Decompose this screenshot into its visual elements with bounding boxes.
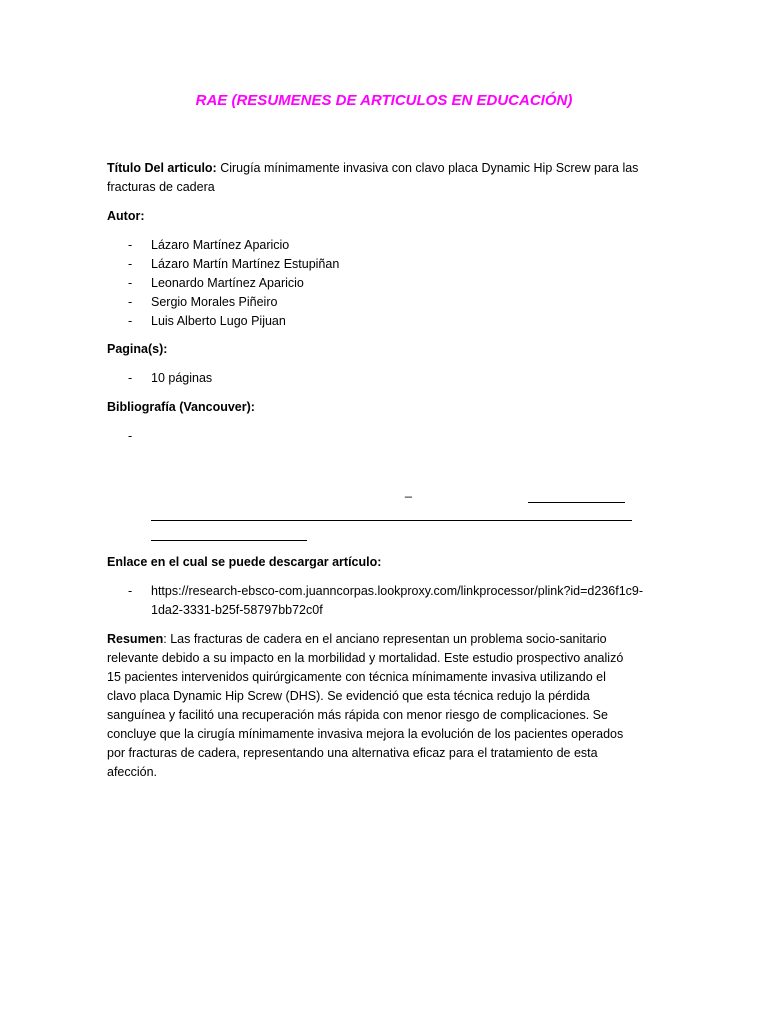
pages-item (128, 369, 668, 388)
bullet-dash: - (128, 295, 133, 309)
article-title-section (107, 159, 667, 197)
article-link[interactable]: https://research-ebsco-com.juanncorpas.lookproxy.com/linkprocessor/plink?id=d236f1c9-1da2-3331-b25f-58797bb72c0f (151, 584, 644, 617)
underscore-mark: _ (405, 484, 412, 498)
link-list (128, 582, 648, 620)
author-label: Autor: (107, 209, 145, 223)
author-name: Lázaro Martín Martínez Estupiñan (151, 257, 340, 271)
document-title: RAE (RESUMENES DE ARTICULOS EN EDUCACIÓN) (195, 92, 573, 109)
article-title-value: Cirugía mínimamente invasiva con clavo placa Dynamic Hip Screw para las fracturas de cadera (107, 161, 639, 194)
author-list (128, 236, 668, 331)
bullet-dash: - (128, 314, 133, 328)
bibliography-rule-1 (528, 502, 625, 503)
link-label: Enlace en el cual se puede descargar artículo: (107, 555, 382, 569)
author-item (128, 236, 668, 255)
author-item (128, 312, 668, 331)
bibliography-rule-2 (151, 520, 632, 521)
summary-text: : Las fracturas de cadera en el anciano representan un problema socio-sanitario relevante debido a su impacto en la morbilidad y mortalidad. Este estudio prospectivo analizó 15 pacientes intervenidos quirúrgicamente con técnica mínimamente invasiva utilizando el clavo placa Dynamic Hip Screw (DHS). Se evidenció que esta técnica redujo la pérdida sanguínea y facilitó una recuperación más rápida con menor riesgo de complicaciones. Se concluye que la cirugía mínimamente invasiva mejora la evolución de los pacientes operados por fracturas de cadera, representando una alternativa eficaz para el tratamiento de esta afección. (107, 632, 624, 779)
bibliography-label: Bibliografía (Vancouver): (107, 400, 255, 414)
pages-list (128, 369, 668, 388)
pages-label: Pagina(s): (107, 342, 168, 356)
bibliography-item (128, 427, 668, 446)
bullet-dash: - (128, 584, 133, 598)
bullet-dash: - (128, 238, 133, 252)
bullet-dash: - (128, 276, 133, 290)
bibliography-list (128, 427, 668, 446)
author-name: Luis Alberto Lugo Pijuan (151, 314, 286, 328)
summary-label: Resumen (107, 632, 164, 646)
bullet-dash: - (128, 257, 133, 271)
author-name: Leonardo Martínez Aparicio (151, 276, 304, 290)
author-item (128, 293, 668, 312)
bullet-dash: - (128, 371, 133, 385)
author-name: Sergio Morales Piñeiro (151, 295, 278, 309)
bullet-dash: - (128, 429, 133, 443)
author-item (128, 274, 668, 293)
author-item (128, 255, 668, 274)
pages-value: 10 páginas (151, 371, 213, 385)
article-title-label: Título Del articulo: (107, 161, 217, 175)
link-item (128, 582, 648, 620)
bibliography-rule-3 (151, 540, 307, 541)
summary-section (107, 630, 637, 782)
author-name: Lázaro Martínez Aparicio (151, 238, 290, 252)
